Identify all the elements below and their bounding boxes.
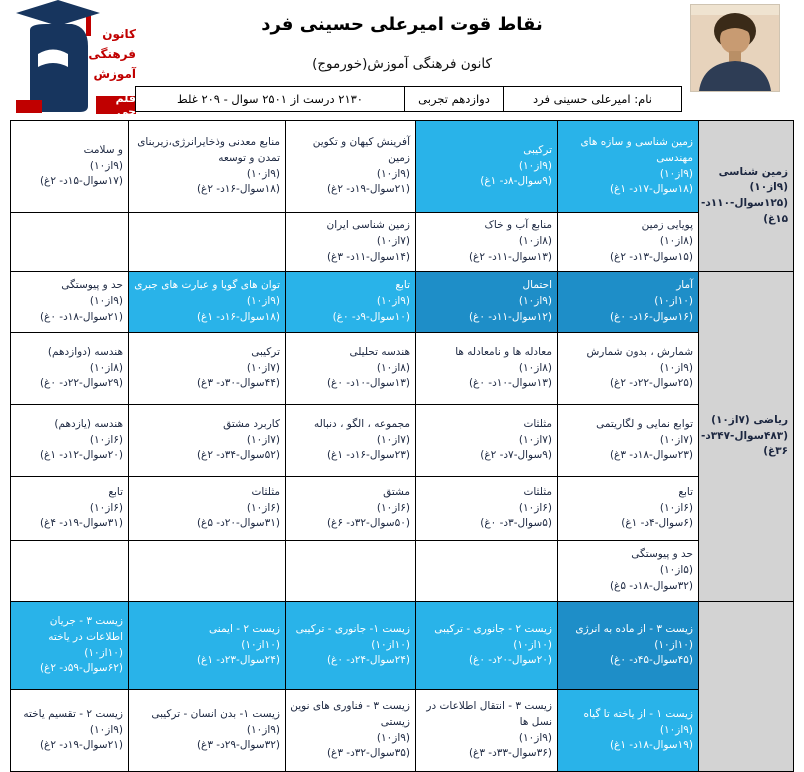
topic-cell (129, 477, 286, 541)
topic-name: هندسه (یازدهم) (54, 417, 123, 430)
topic-cell (11, 477, 129, 541)
topic-name: زیست ۲ - جانوری - ترکیبی (434, 622, 552, 635)
topic-cell (129, 333, 286, 405)
table-row (11, 602, 794, 690)
topic-stats: (۳۶سوال-۳۳د- ۳غ) (468, 747, 552, 760)
topic-name: کاربرد مشتق (223, 417, 280, 430)
topic-name: مثلثات (523, 417, 552, 430)
topic-cell (286, 405, 416, 477)
topic-score: (۸از۱۰) (376, 361, 410, 374)
topic-name: ترکیبی (251, 345, 280, 358)
topic-score: (۷از۱۰) (246, 361, 280, 374)
topic-cell (11, 690, 129, 772)
topic-name: آفرینش کیهان و تکوین زمین (312, 136, 410, 164)
topic-score: (۹از۱۰) (518, 159, 552, 172)
topic-stats: (۲۱سوال-۱۸د- ۰غ) (39, 310, 123, 323)
topic-stats: (۲۹سوال-۲۲د- ۰غ) (39, 377, 123, 390)
table-row (11, 272, 794, 333)
topic-stats: (۱۳سوال-۱۰د- ۰غ) (468, 377, 552, 390)
topic-name: زیست ۳ - جریان اطلاعات در یاخته (48, 615, 123, 643)
topic-cell (286, 690, 416, 772)
topic-stats: (۵۲سوال-۳۴د- ۲غ) (196, 449, 280, 462)
table-row (11, 121, 794, 213)
topic-cell (129, 121, 286, 213)
score-summary: ۲۱۳۰ درست از ۲۵۰۱ سوال - ۲۰۹ غلط (177, 92, 363, 106)
topic-cell (286, 477, 416, 541)
topic-name: تابع (395, 279, 410, 292)
topic-cell (286, 272, 416, 333)
empty-cell (416, 541, 558, 602)
topic-stats: (۲۵سوال-۲۲د- ۲غ) (609, 377, 693, 390)
table-row (11, 690, 794, 772)
topic-stats: (۲۴سوال-۲۳د- ۱غ) (196, 654, 280, 667)
topic-score: (۹از۱۰) (246, 295, 280, 308)
topic-name: زمین شناسی و سازه های مهندسی (580, 136, 693, 164)
topic-stats: (۳۱سوال-۱۹د- ۴غ) (39, 517, 123, 530)
topic-stats: (۱۸سوال-۱۶د- ۱غ) (196, 310, 280, 323)
topic-stats: (۱۸سوال-۱۶د- ۲غ) (196, 183, 280, 196)
topic-name: ترکیبی (523, 143, 552, 156)
table-row (11, 405, 794, 477)
topic-name: شمارش ، بدون شمارش (586, 345, 693, 358)
topic-score: (۷از۱۰) (659, 433, 693, 446)
topic-name: توان های گویا و عبارت های جبری (134, 279, 280, 292)
topic-stats: (۱۸سوال-۱۷د- ۱غ) (609, 183, 693, 196)
page-title: نقاط قوت امیرعلی حسینی فرد (261, 14, 543, 35)
topic-name: مجموعه ، الگو ، دنباله (313, 417, 410, 430)
topic-stats: (۴۴سوال-۳۰د- ۳غ) (196, 377, 280, 390)
topic-name: معادله ها و نامعادله ها (455, 345, 552, 358)
topic-score: (۶از۱۰) (659, 501, 693, 514)
student-name: نام: امیرعلی حسینی فرد (503, 87, 681, 111)
topic-score: (۱۰از۱۰) (84, 646, 123, 659)
topic-score: (۹از۱۰) (246, 167, 280, 180)
topic-cell (416, 690, 558, 772)
kanoon-logo (2, 0, 136, 116)
topic-stats: (۹سوال-۷د- ۲غ) (480, 449, 552, 462)
topic-name: زیست ۱- بدن انسان - ترکیبی (151, 707, 280, 720)
topic-score: (۹از۱۰) (376, 167, 410, 180)
topic-score: (۸از۱۰) (89, 361, 123, 374)
topic-cell (286, 333, 416, 405)
topic-name: مثلثات (251, 485, 280, 498)
topic-stats: (۱۰سوال-۹د- ۰غ) (332, 310, 410, 323)
topic-cell (11, 121, 129, 213)
topic-stats: (۳۱سوال-۲۰د- ۵غ) (196, 517, 280, 530)
topic-score: (۱۰از۱۰) (654, 638, 693, 651)
empty-cell (286, 541, 416, 602)
topic-name: حد و پیوستگی (631, 548, 693, 561)
topic-cell (416, 121, 558, 213)
topic-name: هندسه تحلیلی (349, 345, 410, 358)
topic-name: زیست ۳ - انتقال اطلاعات در نسل ها (426, 700, 552, 728)
topic-cell (416, 272, 558, 333)
topic-cell (129, 272, 286, 333)
topic-name: زیست ۲ - تقسیم یاخته (23, 707, 123, 720)
category-title: زمین شناسی (۹از۱۰) (718, 165, 789, 194)
topic-score: (۸از۱۰) (518, 361, 552, 374)
topic-name: هندسه (دوازدهم) (47, 345, 123, 358)
topic-cell (286, 121, 416, 213)
table-row (11, 477, 794, 541)
empty-cell (11, 541, 129, 602)
topic-stats: (۲۴سوال-۲۴د- ۰غ) (326, 654, 410, 667)
category-detail: (۱۲۵سوال-۱۱۰د- ۱۵غ) (701, 197, 789, 225)
topic-stats: (۱۳سوال-۱۰د- ۰غ) (326, 377, 410, 390)
topic-name: آمار (676, 279, 693, 292)
topic-score: (۶از۱۰) (376, 501, 410, 514)
topic-cell (129, 690, 286, 772)
topic-name: حد و پیوستگی (61, 279, 123, 292)
topic-cell (416, 333, 558, 405)
topic-score: (۷از۱۰) (518, 433, 552, 446)
topic-stats: (۱۶سوال-۱۶د- ۰غ) (609, 310, 693, 323)
topic-score: (۶از۱۰) (89, 501, 123, 514)
topic-name: و سلامت (83, 143, 123, 156)
topic-cell (558, 477, 699, 541)
topic-cell (416, 405, 558, 477)
topic-stats: (۲۰سوال-۲۰د- ۰غ) (468, 654, 552, 667)
topic-name: زیست ۲ - ایمنی (209, 622, 280, 635)
topic-score: (۹از۱۰) (89, 723, 123, 736)
portrait-placeholder (691, 5, 779, 91)
logo-word-1: کانون (102, 27, 136, 41)
topic-stats: (۵۰سوال-۳۲د- ۶غ) (326, 517, 410, 530)
empty-cell (129, 541, 286, 602)
topic-score: (۷از۱۰) (376, 433, 410, 446)
topic-name: احتمال (522, 279, 552, 292)
topic-stats: (۴۵سوال-۴۵د- ۰غ) (609, 654, 693, 667)
topic-stats: (۲۳سوال-۱۸د- ۳غ) (609, 449, 693, 462)
topic-cell (558, 333, 699, 405)
topic-name: زیست ۳ - از ماده به انرژی (575, 622, 693, 635)
topic-score: (۶از۱۰) (89, 433, 123, 446)
topic-stats: (۶سوال-۴د- ۱غ) (621, 517, 693, 530)
topic-score: (۱۰از۱۰) (241, 638, 280, 651)
topic-score: (۸از۱۰) (518, 235, 552, 248)
category-cell (699, 602, 794, 772)
topic-cell (558, 541, 699, 602)
topic-score: (۷از۱۰) (246, 433, 280, 446)
topic-stats: (۳۲سوال-۲۹د- ۳غ) (196, 739, 280, 752)
category-cell (699, 121, 794, 272)
topic-score: (۱۰از۱۰) (513, 638, 552, 651)
topic-name: توابع نمایی و لگاریتمی (596, 417, 693, 430)
topic-stats: (۱۴سوال-۱۱د- ۳غ) (326, 250, 410, 263)
topic-stats: (۱۳سوال-۱۱د- ۲غ) (468, 250, 552, 263)
topic-name: تابع (678, 485, 693, 498)
topic-score: (۹از۱۰) (376, 731, 410, 744)
topic-cell (11, 333, 129, 405)
org-subtitle: کانون فرهنگی آموزش(خورموج) (312, 56, 492, 72)
topic-cell (416, 602, 558, 690)
category-cell (699, 272, 794, 602)
table-row (11, 333, 794, 405)
logo-word-2: فرهنگی (88, 47, 136, 61)
topic-score: (۵از۱۰) (659, 564, 693, 577)
topic-name: زیست ۱- جانوری - ترکیبی (295, 622, 410, 635)
topic-score: (۸از۱۰) (659, 235, 693, 248)
topic-cell (11, 405, 129, 477)
topic-name: زمین شناسی ایران (326, 219, 410, 232)
topic-stats: (۹سوال-۸د- ۱غ) (480, 175, 552, 188)
topic-name: زیست ۱ - از یاخته تا گیاه (583, 707, 693, 720)
table-body (11, 121, 794, 772)
topic-score: (۱۰از۱۰) (371, 638, 410, 651)
topic-stats: (۲۱سوال-۱۹د- ۲غ) (39, 739, 123, 752)
topic-stats: (۱۷سوال-۱۵د- ۲غ) (39, 175, 123, 188)
topic-score: (۹از۱۰) (659, 167, 693, 180)
topic-cell (129, 405, 286, 477)
topic-cell (558, 272, 699, 333)
topic-cell (11, 272, 129, 333)
logo-badge: قلم چی (96, 96, 136, 114)
topic-stats: (۲۱سوال-۱۹د- ۲غ) (326, 183, 410, 196)
topic-score: (۹از۱۰) (89, 159, 123, 172)
topic-name: منابع معدنی وذخایرانرژی،زیربنای تمدن و توسعه (137, 136, 280, 164)
topic-stats: (۲۰سوال-۱۲د- ۱غ) (39, 449, 123, 462)
topic-stats: (۳۲سوال-۱۸د- ۵غ) (609, 579, 693, 592)
topic-stats: (۱۲سوال-۱۱د- ۰غ) (468, 310, 552, 323)
topic-name: تابع (108, 485, 123, 498)
topic-score: (۹از۱۰) (659, 361, 693, 374)
strengths-table (10, 120, 794, 772)
topic-score: (۹از۱۰) (89, 295, 123, 308)
topic-stats: (۱۵سوال-۱۳د- ۲غ) (609, 250, 693, 263)
topic-score: (۷از۱۰) (376, 235, 410, 248)
topic-cell (558, 121, 699, 213)
table-row (11, 213, 794, 272)
topic-cell (129, 602, 286, 690)
table-row (11, 541, 794, 602)
empty-cell (129, 213, 286, 272)
topic-name: منابع آب و خاک (484, 219, 552, 232)
topic-cell (558, 690, 699, 772)
grade-field: دوازدهم تجربی (404, 87, 503, 111)
topic-stats: (۵سوال-۳د- ۰غ) (480, 517, 552, 530)
topic-cell (416, 477, 558, 541)
topic-cell (286, 602, 416, 690)
topic-cell (558, 602, 699, 690)
category-title: ریاضی (۷از۱۰) (711, 413, 789, 426)
topic-name: پویایی زمین (641, 219, 693, 232)
topic-stats: (۳۵سوال-۳۲د- ۳غ) (326, 747, 410, 760)
topic-name: مثلثات (523, 485, 552, 498)
topic-cell (416, 213, 558, 272)
category-detail: (۴۸۳سوال-۳۴۷د- ۳۶غ) (701, 429, 789, 458)
topic-score: (۹از۱۰) (659, 723, 693, 736)
topic-score: (۱۰از۱۰) (654, 295, 693, 308)
topic-score: (۹از۱۰) (518, 295, 552, 308)
topic-score: (۶از۱۰) (246, 501, 280, 514)
empty-cell (11, 213, 129, 272)
topic-score: (۹از۱۰) (246, 723, 280, 736)
topic-cell (11, 602, 129, 690)
logo-word-3: آموزش (93, 67, 136, 81)
topic-name: زیست ۳ - فناوری های نوین زیستی (290, 700, 410, 728)
topic-score: (۹از۱۰) (376, 295, 410, 308)
topic-stats: (۶۲سوال-۵۹د- ۲غ) (39, 662, 123, 675)
topic-name: مشتق (383, 485, 410, 498)
topic-stats: (۱۹سوال-۱۸د- ۱غ) (609, 739, 693, 752)
student-info-bar (135, 86, 682, 112)
topic-score: (۶از۱۰) (518, 501, 552, 514)
student-photo (690, 4, 780, 92)
topic-cell (558, 405, 699, 477)
topic-cell (558, 213, 699, 272)
topic-cell (286, 213, 416, 272)
topic-stats: (۲۳سوال-۱۶د- ۱غ) (326, 449, 410, 462)
topic-score: (۹از۱۰) (518, 731, 552, 744)
